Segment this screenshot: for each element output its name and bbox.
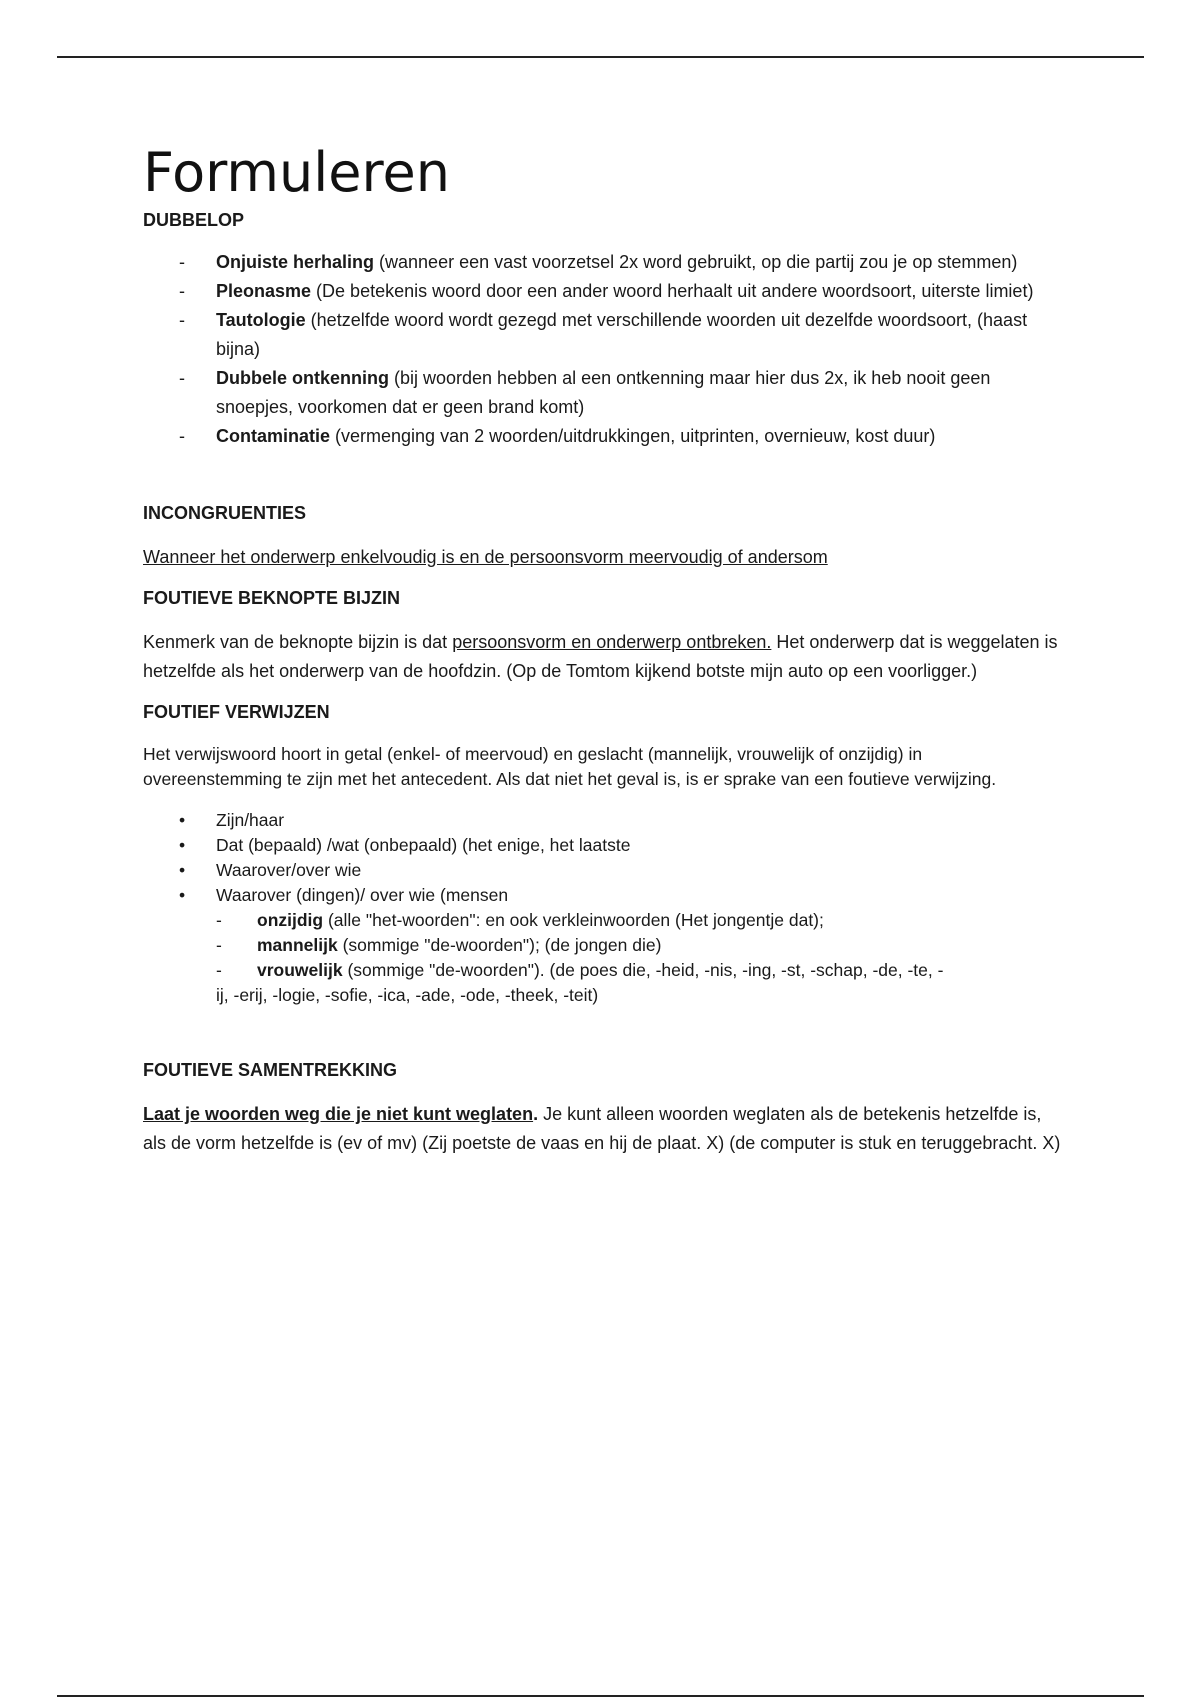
bullet-text: Dat (bepaald) /wat (onbepaald) (het enige, het laatste [216, 835, 631, 855]
section-heading-dubbelop: DUBBELOP [143, 210, 245, 230]
description: (bij woorden hebben al een ontkenning maar hier dus 2x, ik heb nooit geen snoepjes, voorkomen dat er geen brand komt) [216, 368, 991, 417]
list-item [143, 958, 1063, 1008]
section-heading-beknopte-bijzin: FOUTIEVE BEKNOPTE BIJZIN [143, 588, 401, 608]
dash-marker: - [216, 935, 222, 955]
description: (sommige "de-woorden"). (de poes die, -heid, -nis, -ing, -st, -schap, -de, -te, - [342, 960, 944, 980]
lead-punctuation: . [533, 1104, 539, 1124]
dash-marker: - [179, 426, 185, 446]
document-body [143, 140, 1063, 1158]
top-horizontal-rule [57, 56, 1144, 58]
underlined-text: persoonsvorm en onderwerp ontbreken. [452, 632, 772, 652]
list-item [143, 808, 1063, 833]
document-title: Formuleren [143, 141, 450, 204]
dash-marker: - [216, 910, 222, 930]
bullet-text: Waarover/over wie [216, 860, 362, 880]
list-item [143, 858, 1063, 883]
description: (wanneer een vast voorzetsel 2x word gebruikt, op die partij zou je op stemmen) [374, 252, 1018, 272]
term: Contaminatie [216, 426, 331, 446]
bullet-marker: • [179, 885, 186, 905]
verwijzen-bullet-list [143, 808, 1063, 908]
list-item [143, 306, 1063, 364]
dash-marker: - [179, 252, 185, 272]
list-item [143, 908, 1063, 933]
description: (vermenging van 2 woorden/uitdrukkingen, uitprinten, overnieuw, kost duur) [330, 426, 936, 446]
term: Tautologie [216, 310, 306, 330]
text-before: Kenmerk van de beknopte bijzin is dat [143, 632, 453, 652]
list-item [143, 277, 1063, 306]
term: mannelijk [257, 935, 338, 955]
term: Pleonasme [216, 281, 312, 301]
dash-marker: - [216, 960, 222, 980]
list-item [143, 422, 1063, 451]
description: (De betekenis woord door een ander woord herhaalt uit andere woordsoort, uiterste limiet) [311, 281, 1034, 301]
bullet-marker: • [179, 860, 186, 880]
bullet-text: Waarover (dingen)/ over wie (mensen [216, 885, 509, 905]
bullet-marker: • [179, 835, 186, 855]
samentrekking-text [143, 1100, 1063, 1158]
description: (hetzelfde woord wordt gezegd met verschillende woorden uit dezelfde woordsoort, (haast bijna) [216, 310, 1028, 359]
verwijzen-sub-list [143, 908, 1063, 1008]
body-text: Je kunt alleen woorden weglaten als de betekenis hetzelfde is, als de vorm hetzelfde is (ev of mv) (Zij poetste de vaas en hij de plaat. X) (de computer is stuk en teruggebracht. X) [143, 1104, 1061, 1153]
description-continuation: ij, -erij, -logie, -sofie, -ica, -ade, -ode, -theek, -teit) [216, 985, 599, 1005]
text-after: Het onderwerp dat is weggelaten is hetzelfde als het onderwerp van de hoofdzin. (Op de Tomtom kijkend botste mijn auto op een voorligger.) [143, 632, 1058, 681]
dash-marker: - [179, 368, 185, 388]
list-item [143, 883, 1063, 908]
incongruenties-text: Wanneer het onderwerp enkelvoudig is en de persoonsvorm meervoudig of andersom [143, 547, 828, 567]
bullet-text: Zijn/haar [216, 810, 285, 830]
term: onzijdig [257, 910, 324, 930]
bottom-horizontal-rule [57, 1695, 1144, 1697]
section-heading-verwijzen: FOUTIEF VERWIJZEN [143, 702, 330, 722]
term: vrouwelijk [257, 960, 343, 980]
term: Dubbele ontkenning [216, 368, 389, 388]
lead-text: Laat je woorden weg die je niet kunt weglaten [143, 1104, 534, 1124]
dubbelop-list [143, 248, 1063, 451]
section-heading-samentrekking: FOUTIEVE SAMENTREKKING [143, 1060, 398, 1080]
beknopte-bijzin-text [143, 628, 1063, 686]
list-item [143, 933, 1063, 958]
term: Onjuiste herhaling [216, 252, 375, 272]
description: (sommige "de-woorden"); (de jongen die) [337, 935, 662, 955]
dash-marker: - [179, 310, 185, 330]
list-item [143, 833, 1063, 858]
list-item [143, 364, 1063, 422]
bullet-marker: • [179, 810, 186, 830]
verwijzen-text: Het verwijswoord hoort in getal (enkel- of meervoud) en geslacht (mannelijk, vrouwelijk of onzijdig) in overeenstemming te zijn met het antecedent. Als dat niet het geval is, is er sprake van een foutieve verwijzing. [143, 744, 997, 789]
dash-marker: - [179, 281, 185, 301]
description: (alle "het-woorden": en ook verkleinwoorden (Het jongentje dat); [323, 910, 824, 930]
section-heading-incongruenties: INCONGRUENTIES [143, 503, 307, 523]
list-item [143, 248, 1063, 277]
